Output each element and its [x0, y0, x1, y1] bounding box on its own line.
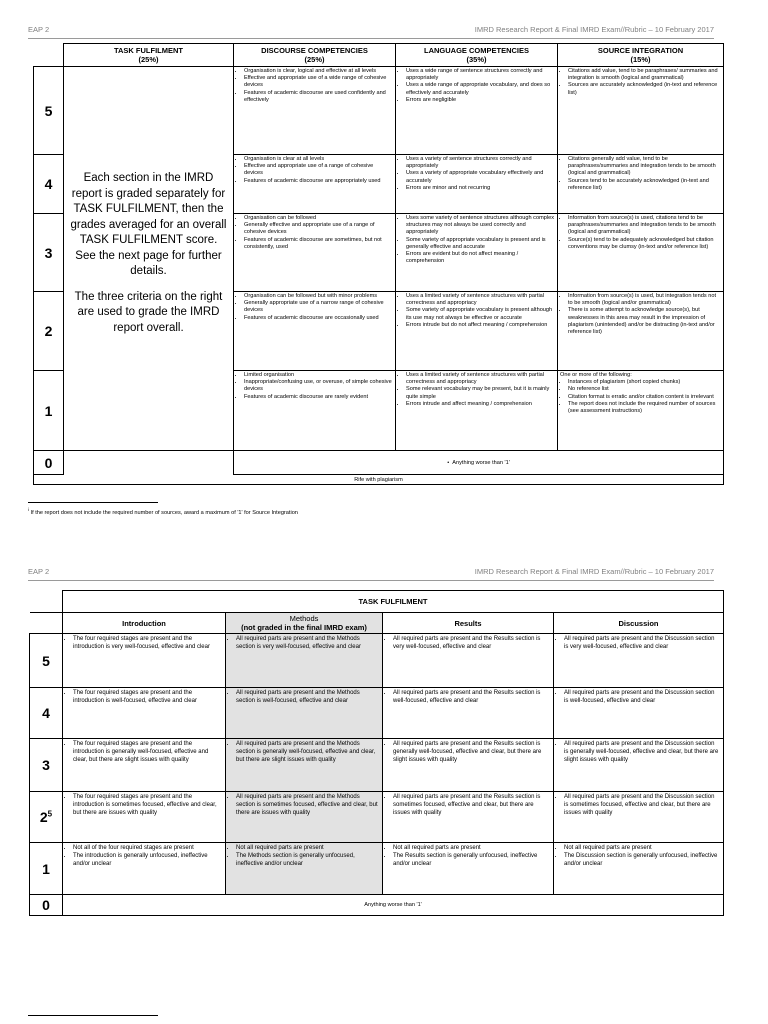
score-label: 1: [34, 371, 64, 451]
source-intro-text: One or more of the following:: [560, 372, 632, 378]
criterion-item: • Uses some variety of sentence structures although complex structures may not always be used correctly and appropriately: [406, 215, 555, 237]
task-note-paragraph: Each section in the IMRD report is graded separately for TASK FULFILMENT, then the grades averaged for an overall TASK FULFILMENT score. See the next page for further details.: [70, 172, 227, 277]
criterion-item: • Information from source(s) is used, citations tend to be paraphrases/summaries and integration tends to be smooth (logical and grammatical): [568, 215, 721, 237]
methods-cell: [226, 739, 383, 792]
criterion-item: • Generally appropriate use of a narrow range of cohesive devices: [244, 300, 393, 314]
task-fulfilment-note: [64, 67, 234, 451]
source-cell: [558, 292, 724, 371]
header-discourse-competencies: DISCOURSE COMPETENCIES (25%): [234, 44, 396, 67]
criterion-item: • Not all of the four required stages are present: [73, 845, 222, 853]
document-title: IMRD Research Report & Final IMRD Exam//Rubric – 10 February 2017: [474, 567, 714, 576]
criterion-item: • All required parts are present and the Methods section is sometimes focused, effective and clear, but there are issues with quality: [236, 794, 379, 817]
header-introduction: Introduction: [63, 613, 226, 634]
source-cell: [558, 371, 724, 451]
header-task-fulfilment: TASK FULFILMENT (25%): [64, 44, 234, 67]
discourse-cell: [234, 371, 396, 451]
criterion-item: • All required parts are present and the Results section is very well-focused, effective and clear: [393, 636, 550, 652]
course-label: EAP 2: [28, 25, 50, 34]
criterion-item: • Instances of plagiarism (short copied chunks): [568, 379, 721, 386]
criterion-item: • Some variety of appropriate vocabulary is present although its use may not always be effective or accurate: [406, 307, 555, 321]
criterion-item: • Sources are accurately acknowledged (in-text and reference list): [568, 82, 721, 96]
criterion-item: • Features of academic discourse are sometimes, but not consistently, used: [244, 237, 393, 251]
results-cell: [383, 792, 554, 843]
criterion-item: • Some relevant vocabulary may be present, but it is mainly quite simple: [406, 386, 555, 400]
criterion-item: • All required parts are present and the Discussion section is generally well-focused, effective and clear, but there are slight issues with quality: [564, 741, 720, 764]
discourse-cell: [234, 155, 396, 214]
header-source-integration: SOURCE INTEGRATION (15%): [558, 44, 724, 67]
criterion-item: • Uses a limited variety of sentence structures with partial correctness and appropriacy: [406, 372, 555, 386]
criterion-item: • Some variety of appropriate vocabulary is present and is generally effective and accurate: [406, 237, 555, 251]
page-header: [28, 566, 714, 581]
criterion-item: • All required parts are present and the Discussion section is sometimes focused, effective and clear, but there are issues with quality: [564, 794, 720, 817]
footnote-marker: 5: [47, 809, 53, 819]
score-label: 3: [34, 214, 64, 292]
criterion-item: • There is some attempt to acknowledge source(s), but weaknesses in this area may result in the impression of plagiarism (unintended) and/or be distracting (in-text and/or reference list): [568, 307, 721, 336]
source-cell: [558, 155, 724, 214]
language-cell: [396, 155, 558, 214]
criterion-item: • The four required stages are present and the introduction is sometimes focused, effective and clear, but there are issues with quality: [73, 794, 222, 817]
score-label: 3: [30, 739, 63, 792]
criterion-item: • Uses a limited variety of sentence structures with partial correctness and appropriacy: [406, 293, 555, 307]
header-results: Results: [383, 613, 554, 634]
criterion-item: • Citations add value, tend to be paraphrases/ summaries and integration is smooth (logical and grammatical): [568, 68, 721, 82]
language-cell: [396, 214, 558, 292]
criterion-item: • Inappropriate/confusing use, or overuse, of simple cohesive devices: [244, 379, 393, 393]
discussion-cell: [554, 792, 724, 843]
footnote: $^i$ If the report does not include the required number of sources, award a maximum of '1' for Source Integration: [28, 507, 298, 516]
results-cell: [383, 688, 554, 739]
discourse-cell: [234, 292, 396, 371]
results-cell: [383, 739, 554, 792]
criterion-item: • The Discussion section is generally unfocused, ineffective and/or unclear: [564, 853, 720, 869]
plagiarism-text: Rife with plagiarism: [354, 476, 403, 483]
criterion-item: • The report does not include the required number of sources (see assessment instructions): [568, 401, 721, 415]
methods-cell: [226, 688, 383, 739]
score-zero-cell: • Anything worse than '1': [234, 451, 724, 475]
criterion-item: • Information from source(s) is used, but integration tends not to be smooth (logical and/or grammatical): [568, 293, 721, 307]
criterion-item: • Errors intrude but do not affect meaning / comprehension: [406, 322, 555, 329]
criterion-item: • All required parts are present and the Results section is well-focused, effective and clear: [393, 690, 550, 706]
discussion-cell: [554, 739, 724, 792]
criterion-item: • Errors are minor and not recurring: [406, 185, 555, 192]
source-cell: [558, 67, 724, 155]
criterion-item: • No reference list: [568, 386, 721, 393]
score-label: 5: [34, 67, 64, 155]
rubric-table-task-fulfilment: [29, 590, 724, 916]
score-label: 0: [30, 895, 63, 916]
language-cell: [396, 371, 558, 451]
criterion-item: • Source(s) tend to be adequately acknowledged but citation conventions may be clumsy (in-text and/or reference list): [568, 237, 721, 251]
criterion-item: • All required parts are present and the Results section is generally well-focused, effective and clear, but there are slight issues with quality: [393, 741, 550, 764]
header-language-competencies: LANGUAGE COMPETENCIES (35%): [396, 44, 558, 67]
criterion-item: • Errors intrude and affect meaning / comprehension: [406, 401, 555, 408]
criterion-item: • Limited organisation: [244, 372, 393, 379]
criterion-item: • The introduction is generally unfocused, ineffective and/or unclear: [73, 853, 222, 869]
score-label: 5: [30, 634, 63, 688]
criterion-item: • All required parts are present and the Methods section is very well-focused, effective and clear: [236, 636, 379, 652]
criterion-item: • Not all required parts are present: [393, 845, 550, 853]
criterion-item: • Features of academic discourse are used confidently and effectively: [244, 90, 393, 104]
criterion-item: • All required parts are present and the Discussion section is very well-focused, effective and clear: [564, 636, 720, 652]
criterion-item: • Errors are evident but do not affect meaning / comprehension: [406, 251, 555, 265]
criterion-item: • Organisation is clear, logical and effective at all levels: [244, 68, 393, 75]
discourse-cell: [234, 214, 396, 292]
score-label: $2^5$: [30, 792, 63, 843]
criterion-item: • Uses a wide range of appropriate vocabulary, and does so effectively and accurately: [406, 82, 555, 96]
discussion-cell: [554, 688, 724, 739]
task-fulfilment-title: TASK FULFILMENT: [63, 591, 724, 613]
criterion-item: • Uses a wide range of sentence structures correctly and appropriately: [406, 68, 555, 82]
score-zero-cell: [63, 895, 724, 916]
criterion-item: • Not all required parts are present: [564, 845, 720, 853]
header-methods: Methods (not graded in the final IMRD exam): [226, 613, 383, 634]
discussion-cell: [554, 634, 724, 688]
discussion-cell: [554, 843, 724, 895]
criterion-item: • The four required stages are present and the introduction is well-focused, effective and clear: [73, 690, 222, 706]
criterion-item: • Sources tend to be accurately acknowledged (in-text and reference list): [568, 178, 721, 192]
criterion-item: • Effective and appropriate use of a wide range of cohesive devices: [244, 75, 393, 89]
criterion-item: • All required parts are present and the Discussion section is well-focused, effective and clear: [564, 690, 720, 706]
criterion-item: • The Methods section is generally unfocused, ineffective and/or unclear: [236, 853, 379, 869]
results-cell: [383, 843, 554, 895]
methods-cell: [226, 634, 383, 688]
criterion-item: • Uses a variety of appropriate vocabulary effectively and accurately: [406, 170, 555, 184]
criterion-item: • All required parts are present and the Methods section is generally well-focused, effective and clear, but there are slight issues with quality: [236, 741, 379, 764]
score-label: 4: [34, 155, 64, 214]
criterion-item: • Effective and appropriate use of a range of cohesive devices: [244, 163, 393, 177]
plagiarism-cell: [34, 475, 724, 485]
criterion-item: • Generally effective and appropriate use of a range of cohesive devices: [244, 222, 393, 236]
methods-cell: [226, 843, 383, 895]
methods-cell: [226, 792, 383, 843]
criterion-item: • All required parts are present and the Methods section is well-focused, effective and clear: [236, 690, 379, 706]
score-label: 0: [34, 451, 64, 475]
criterion-item: • The Results section is generally unfocused, ineffective and/or unclear: [393, 853, 550, 869]
introduction-cell: [63, 634, 226, 688]
language-cell: [396, 67, 558, 155]
page-header: [28, 24, 714, 39]
footnote-divider: [28, 1015, 158, 1016]
score-zero-text: Anything worse than '1': [452, 459, 510, 466]
document-title: IMRD Research Report & Final IMRD Exam//Rubric – 10 February 2017: [474, 25, 714, 34]
criterion-item: • All required parts are present and the Results section is sometimes focused, effective and clear, but there are issues with quality: [393, 794, 550, 817]
criterion-item: • The four required stages are present and the introduction is generally well-focused, effective and clear, but there are slight issues with quality: [73, 741, 222, 764]
score-label: 4: [30, 688, 63, 739]
language-cell: [396, 292, 558, 371]
results-cell: [383, 634, 554, 688]
introduction-cell: [63, 843, 226, 895]
criterion-item: • Organisation is clear at all levels: [244, 156, 393, 163]
score-label: 2: [34, 292, 64, 371]
criterion-item: • Uses a variety of sentence structures correctly and appropriately: [406, 156, 555, 170]
task-note-paragraph: The three criteria on the right are used to grade the IMRD report overall.: [74, 290, 223, 334]
header-discussion: Discussion: [554, 613, 724, 634]
criterion-item: • Organisation can be followed: [244, 215, 393, 222]
rubric-table-overall: [33, 43, 724, 485]
criterion-item: • Organisation can be followed but with minor problems: [244, 293, 393, 300]
footnote-divider: [28, 502, 158, 503]
criterion-item: • Errors are negligible: [406, 97, 555, 104]
criterion-item: • Citations generally add value, tend to be paraphrases/summaries and integration tends to be smooth (logical and grammatical): [568, 156, 721, 178]
criterion-item: • Citation format is erratic and/or citation content is irrelevant: [568, 394, 721, 401]
criterion-item: • The four required stages are present and the introduction is very well-focused, effective and clear: [73, 636, 222, 652]
course-label: EAP 2: [28, 567, 50, 576]
criterion-item: • Features of academic discourse are occasionally used: [244, 315, 393, 322]
criterion-item: • Not all required parts are present: [236, 845, 379, 853]
introduction-cell: [63, 688, 226, 739]
discourse-cell: [234, 67, 396, 155]
criterion-item: • Features of academic discourse are appropriately used: [244, 178, 393, 185]
criterion-item: • Features of academic discourse are rarely evident: [244, 394, 393, 401]
introduction-cell: [63, 792, 226, 843]
source-cell: [558, 214, 724, 292]
score-label: 1: [30, 843, 63, 895]
introduction-cell: [63, 739, 226, 792]
score-zero-text: Anything worse than '1': [364, 902, 422, 908]
